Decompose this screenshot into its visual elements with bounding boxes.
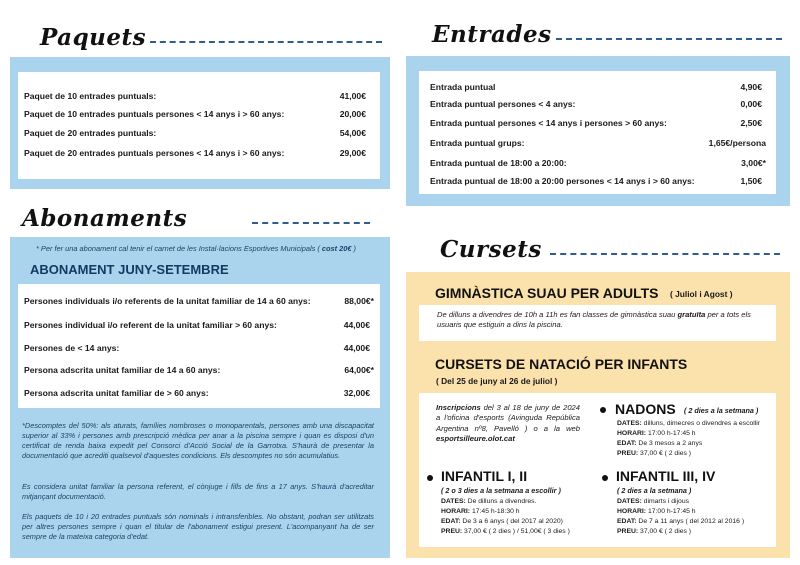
nadons-preu-value: 37,00 € ( 2 dies )	[638, 449, 692, 457]
infantil34-dates-value: dimarts i dijous	[641, 498, 690, 505]
infantil12-details	[441, 497, 570, 536]
paquets-row-4-price: 29,00€	[339, 148, 366, 158]
infantil12-preu-value: 37,00 € ( 2 dies ) / 51,00€ ( 3 dies )	[462, 527, 570, 535]
gym-description-end: per a tots els usuaris que estiguin a dins la piscina.	[437, 310, 751, 330]
nadons-frequency: ( 2 dies a la setmana )	[684, 406, 759, 415]
infantil34-title: INFANTIL III, IV	[616, 468, 716, 484]
nadons-edat	[617, 439, 760, 449]
abonaments-table	[18, 284, 380, 408]
paquets-row-1-label: Paquet de 10 entrades puntuals:	[24, 91, 157, 101]
gym-description-box	[419, 305, 776, 341]
inscripcions-text	[436, 403, 580, 445]
abonaments-title: Abonaments	[22, 205, 188, 232]
infantil34-horari-label: HORARI:	[617, 507, 647, 515]
nadons-horari	[617, 429, 760, 439]
infantil12-dates-value: De dilluns a divendres.	[465, 498, 537, 505]
inscripcions-label: Inscripcions	[436, 403, 481, 412]
abonament-row-1-price: 88,00€*	[344, 296, 374, 306]
nadons-horari-label: HORARI:	[617, 429, 647, 437]
entrades-row-3-label: Entrada puntual persones < 14 anys i persones > 60 anys:	[430, 118, 667, 128]
paquets-row-2-price: 20,00€	[339, 109, 366, 119]
entrades-row-6-price: 1,50€	[740, 176, 762, 186]
infantil34-edat-label: EDAT:	[617, 517, 637, 525]
gym-description-text: De dilluns a divendres de 10h a 11h es fan classes de gimnàstica suau	[437, 310, 678, 319]
paquets-row-1-price: 41,00€	[339, 91, 366, 101]
nadons-dates-value: dilluns, dimecres o divendres a escollir	[641, 420, 761, 427]
infantil12-dates	[441, 497, 570, 507]
paquets-title: Paquets	[40, 24, 147, 51]
abonament-row-3-price: 44,00€	[343, 343, 370, 353]
entrades-row-6-label: Entrada puntual de 18:00 a 20:00 persones < 14 anys i > 60 anys:	[430, 176, 695, 186]
abonament-row-2-label: Persones individual i/o referent de la unitat familiar > 60 anys:	[24, 320, 277, 330]
paquets-row-2-label: Paquet de 10 entrades puntuals persones < 14 anys i > 60 anys:	[24, 109, 285, 119]
nadons-preu-label: PREU:	[617, 449, 639, 457]
natacio-title: CURSETS DE NATACIÓ PER INFANTS	[435, 356, 688, 372]
gym-title: GIMNÀSTICA SUAU PER ADULTS	[435, 285, 659, 301]
entrades-row-3-price: 2,50€	[740, 118, 762, 128]
inscripcions-web[interactable]: esportsilleure.olot.cat	[436, 434, 515, 444]
infantil34-preu-label: PREU:	[617, 527, 639, 535]
infantil34-frequency: ( 2 dies a la setmana )	[617, 486, 692, 495]
entrades-row-4-price: 1,65€/persona	[708, 138, 766, 148]
infantil12-edat-value: De 3 a 6 anys ( del 2017 al 2020)	[460, 517, 563, 525]
infantil12-preu-label: PREU:	[441, 527, 463, 535]
paquets-row-4-label: Paquet de 20 entrades puntuals persones < 14 anys i > 60 anys:	[24, 148, 285, 158]
abonament-nominal-note: Els paquets de 10 i 20 entrades puntuals són nominals i intransferibles. No obstant, podran ser utilitzats per altres persones sempre i quan el titular de l'abonament estigui present. L'acompanyant ha de ser sempre de la mateixa categoria d'edat.	[22, 512, 374, 541]
entrades-row-5-label: Entrada puntual de 18:00 a 20:00:	[430, 158, 567, 168]
abonament-row-4-price: 64,00€*	[344, 365, 374, 375]
infantil34-dates	[617, 497, 744, 507]
cursets-divider	[550, 253, 780, 255]
nadons-title: NADONS	[615, 401, 676, 417]
gym-free-label: gratuïta	[677, 310, 706, 319]
nadons-dates	[617, 419, 760, 429]
infantil34-dates-label: DATES:	[617, 498, 642, 505]
infantil34-preu	[617, 527, 744, 537]
abonaments-divider	[252, 222, 370, 224]
nadons-preu	[617, 449, 760, 459]
abonament-discount-note: *Descomptes del 50%: als aturats, famílies nombroses o monoparentals, persones amb una discapacitat superior al 33% i persones amb prescripció mèdica per anar a la piscina sempre i quan es disposi d'un certificat de renda baixa expedit pel Consorci d'Acció Social de la Garrotxa. S'haurà de presentar la documentació que acrediti qualsevol d'aquestes condicions. Els descomptes no són acumulatius.	[22, 421, 374, 460]
abonament-row-5-price: 32,00€	[343, 388, 370, 398]
entrades-row-5-price: 3,00€*	[741, 158, 766, 168]
nadons-horari-value: 17:00 h-17:45 h	[646, 429, 696, 437]
carnet-note-close: )	[353, 244, 357, 253]
abonament-row-5-label: Persona adscrita unitat familiar de > 60 anys:	[24, 388, 209, 398]
abonament-row-1-label: Persones individuals i/o referents de la unitat familiar de 14 a 60 anys:	[24, 296, 311, 306]
infantil34-edat-value: De 7 a 11 anys ( del 2012 al 2016 )	[636, 517, 745, 525]
nadons-bullet	[600, 407, 606, 413]
abonament-family-note: Es considera unitat familiar la persona referent, el cònjuge i fills de fins a 17 anys. S'haurà d'acreditar mitjançant documentació.	[22, 482, 374, 501]
entrades-table	[419, 71, 776, 194]
infantil12-horari	[441, 507, 570, 517]
paquets-row-3-price: 54,00€	[339, 128, 366, 138]
infantil12-dates-label: DATES:	[441, 498, 466, 505]
abonament-row-3-label: Persones de < 14 anys:	[24, 343, 120, 353]
carnet-cost: cost 20€	[319, 244, 354, 253]
cursets-title: Cursets	[440, 236, 542, 263]
natacio-box	[419, 393, 776, 547]
abonament-heading: ABONAMENT JUNY-SETEMBRE	[30, 262, 229, 277]
infantil34-edat	[617, 517, 744, 527]
inscripcions-details: del 3 al 18 de juny de 2024 a l'oficina d'esports (Avinguda República Argentina nº8, Pavelló ) o a la web	[436, 403, 580, 433]
entrades-row-4-label: Entrada puntual grups:	[430, 138, 525, 148]
carnet-note-text: * Per fer una abonament cal tenir el carnet de les Instal·lacions Esportives Municipals (	[36, 244, 320, 253]
nadons-details	[617, 419, 760, 458]
infantil12-title: INFANTIL I, II	[441, 468, 528, 484]
infantil12-bullet	[427, 475, 433, 481]
infantil34-horari	[617, 507, 744, 517]
nadons-edat-value: De 3 mesos a 2 anys	[636, 439, 703, 447]
natacio-dates: ( Del 25 de juny al 26 de juliol )	[436, 376, 558, 386]
nadons-edat-label: EDAT:	[617, 439, 637, 447]
infantil12-horari-value: 17:45 h-18:30 h	[470, 507, 520, 515]
infantil34-horari-value: 17:00 h-17:45 h	[646, 507, 696, 515]
gym-dates: ( Juliol i Agost )	[670, 289, 733, 299]
paquets-row-3-label: Paquet de 20 entrades puntuals:	[24, 128, 157, 138]
gym-description	[437, 310, 762, 331]
abonament-row-4-label: Persona adscrita unitat familiar de 14 a 60 anys:	[24, 365, 221, 375]
entrades-row-2-label: Entrada puntual persones < 4 anys:	[430, 99, 576, 109]
infantil12-horari-label: HORARI:	[441, 507, 471, 515]
entrades-row-2-price: 0,00€	[740, 99, 762, 109]
paquets-table	[18, 72, 380, 179]
entrades-title: Entrades	[432, 21, 552, 48]
abonament-row-2-price: 44,00€	[343, 320, 370, 330]
entrades-row-1-price: 4,90€	[740, 82, 762, 92]
infantil12-edat-label: EDAT:	[441, 517, 461, 525]
infantil12-frequency: ( 2 o 3 dies a la setmana a escollir )	[441, 486, 561, 495]
infantil34-preu-value: 37,00 € ( 2 dies )	[638, 527, 692, 535]
infantil34-bullet	[602, 475, 608, 481]
infantil12-preu	[441, 527, 570, 537]
infantil12-edat	[441, 517, 570, 527]
abonaments-carnet-note	[36, 244, 356, 254]
nadons-dates-label: DATES:	[617, 420, 642, 427]
entrades-divider	[556, 38, 782, 40]
paquets-divider	[150, 41, 382, 43]
infantil34-details	[617, 497, 744, 536]
entrades-row-1-label: Entrada puntual	[430, 82, 496, 92]
